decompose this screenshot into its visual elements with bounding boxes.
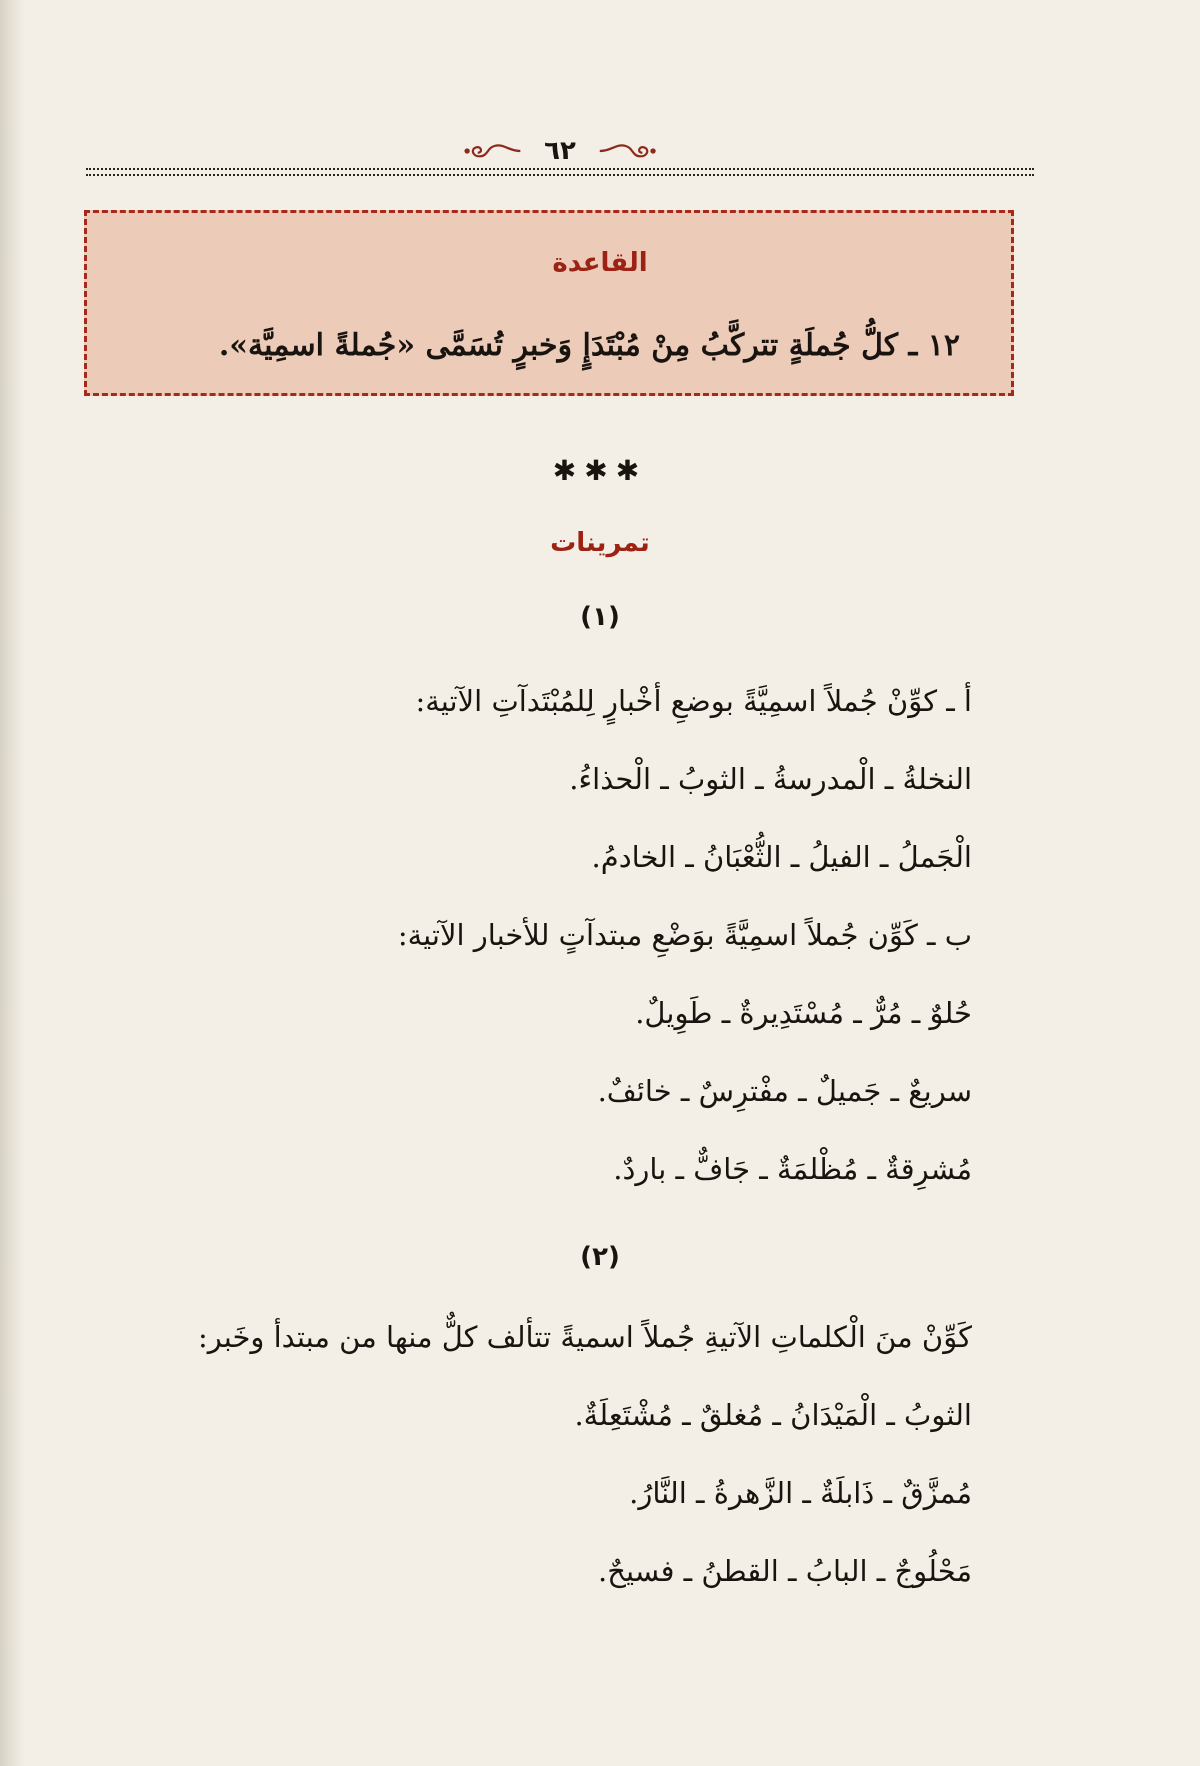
scroll-ornament-icon (598, 139, 660, 163)
exercise-1-instruction-a: أ ـ كوِّنْ جُملاً اسمِيَّةً بوضعِ أخْبارٍ لِلمُبْتَدآتِ الآتية: (415, 684, 972, 718)
exercise-1-line: الْجَملُ ـ الفيلُ ـ الثُّعْبَانُ ـ الخادمُ. (591, 840, 972, 874)
exercise-2-line: مَحْلُوجٌ ـ البابُ ـ القطنُ ـ فسيحٌ. (598, 1554, 972, 1588)
page-header-ornament (460, 136, 660, 166)
exercise-2-line: مُمزَّقٌ ـ ذَابلَةٌ ـ الزَّهرةُ ـ النَّارُ. (629, 1476, 972, 1510)
rule-box (84, 210, 1014, 396)
exercise-2-line: الثوبُ ـ الْمَيْدَانُ ـ مُغلقٌ ـ مُشْتَعِلَةٌ. (574, 1398, 972, 1432)
rule-box-text: ١٢ ـ كلُّ جُملَةٍ تتركَّبُ مِنْ مُبْتَدَإٍ وَخبرٍ تُسَمَّى «جُملةً اسمِيَّة». (218, 328, 960, 363)
page-number: ٦٢ (544, 136, 576, 166)
exercise-1-number: (١) (580, 602, 620, 632)
exercise-1-line: مُشرِقةٌ ـ مُظْلمَةٌ ـ جَافٌّ ـ باردٌ. (613, 1152, 972, 1186)
exercise-1-line: سريعٌ ـ جَميلٌ ـ مفْترِسٌ ـ خائفٌ. (597, 1074, 972, 1108)
scroll-ornament-icon (460, 139, 522, 163)
header-dotted-rule (86, 168, 1034, 170)
exercise-1-line: حُلوٌ ـ مُرٌّ ـ مُسْتَدِيرةٌ ـ طَوِيلٌ. (635, 996, 972, 1030)
exercise-1-instruction-b: ب ـ كَوِّن جُملاً اسمِيَّةً بوَضْعِ مبتدآتٍ للأخبار الآتية: (397, 918, 972, 952)
section-separator: ✱✱✱ (552, 454, 648, 487)
exercise-2-number: (٢) (580, 1242, 620, 1272)
exercises-title: تمرينات (550, 528, 650, 558)
rule-box-title: القاعدة (552, 248, 648, 278)
header-dotted-rule (86, 174, 1034, 176)
exercise-2-instruction: كَوِّنْ منَ الْكلماتِ الآتيةِ جُملاً اسميةً تتألف كلٌّ منها من مبتدأ وخَبر: (197, 1320, 972, 1354)
exercise-1-line: النخلةُ ـ الْمدرسةُ ـ الثوبُ ـ الْحذاءُ. (569, 762, 972, 796)
